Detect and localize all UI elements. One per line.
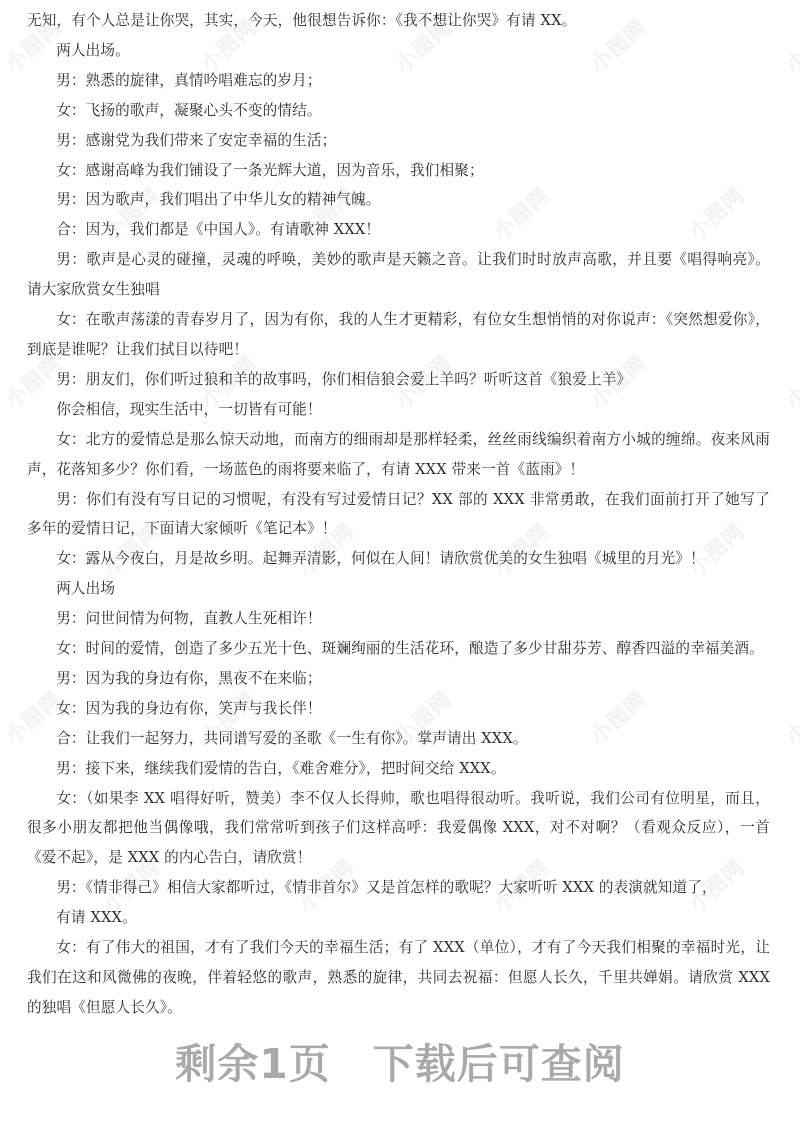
document-paragraph: 男：因为我的身边有你，黑夜不在来临； [56,669,322,687]
document-paragraph: 合：让我们一起努力，共同谱写爱的圣歌《一生有你》。掌声请出 XXX。 [56,729,528,747]
document-paragraph: 男：歌声是心灵的碰撞，灵魂的呼唤，美妙的歌声是天籁之音。让我们时时放声高歌，并且要《唱得响亮》。请大家欣赏女生独唱 [27,251,770,299]
document-paragraph: 男：问世间情为何物，直教人生死相许！ [56,610,322,628]
document-paragraph: 男：你们有没有写日记的习惯呢，有没有写过爱情日记？XX 部的 XXX 非常勇敢，在我们面前打开了她写了多年的爱情日记，下面请大家倾听《笔记本》！ [27,490,770,538]
document-paragraph: 男：接下来，继续我们爱情的告白，《难舍难分》，把时间交给 XXX。 [56,759,506,777]
document-paragraph: 女：（如果李 XX 唱得好听，赞美）李不仅人长得帅，歌也唱得很动听。我听说，我们公司有位明星，而且，很多小朋友都把他当偶像哦，我们常常听到孩子们这样高呼：我爱偶像 XXX，对不对啊？（看观众反应），一首《爱不起》，是 XXX 的内心告白，请欣赏！ [27,789,770,867]
document-paragraph: 无知，有个人总是让你哭，其实，今天，他很想告诉你：《我不想让你哭》有请 XX。 [27,12,577,29]
document-paragraph: 两人出场 [56,580,116,598]
remaining-pages-notice: 剩余1页 下载后可查阅 [175,1040,625,1088]
document-paragraph: 女：因为我的身边有你，笑声与我长伴！ [56,699,322,717]
document-paragraph: 男：熟悉的旋律，真情吟唱难忘的岁月； [56,71,322,89]
document-paragraph: 女：飞扬的歌声，凝聚心头不变的情结。 [56,101,322,119]
document-paragraph: 女：感谢高峰为我们铺设了一条光辉大道，因为音乐，我们相聚； [56,161,484,179]
document-paragraph: 男：感谢党为我们带来了安定幸福的生活； [56,131,337,149]
document-paragraph: 男：因为歌声，我们唱出了中华儿女的精神气魄。 [56,191,381,209]
document-paragraph: 女：有了伟大的祖国，才有了我们今天的幸福生活；有了 XXX（单位），才有了今天我们相聚的幸福时光，让我们在这和风微佛的夜晚，伴着轻悠的歌声，熟悉的旋律，共同去祝福：但愿人长久，千里共婵娟。请欣赏 XXX 的独唱《但愿人长久》。 [27,939,770,1016]
document-paragraph: 男：《情非得己》相信大家都听过，《情非首尔》又是首怎样的歌呢？大家听听 XXX 的表演就知道了， [56,879,717,897]
document-paragraph: 男：朋友们，你们听过狼和羊的故事吗，你们相信狼会爱上羊吗？听听这首《狼爱上羊》 [56,370,632,388]
document-paragraph: 两人出场。 [56,41,130,59]
document-paragraph: 女：北方的爱情总是那么惊天动地，而南方的细雨却是那样轻柔，丝丝雨线编织着南方小城的缠绵。夜来风雨声，花落知多少？你们看，一场蓝色的雨将要来临了，有请 XXX 带来一首《蓝雨》！ [27,430,770,478]
document-paragraph: 女：在歌声荡漾的青春岁月了，因为有你，我的人生才更精彩，有位女生想悄悄的对你说声：《突然想爱你》，到底是谁呢？让我们拭目以待吧！ [27,311,770,358]
document-paragraph: 合：因为，我们都是《中国人》。有请歌神 XXX！ [56,221,381,239]
document-paragraph: 有请 XXX。 [56,909,137,927]
document-paragraph: 女：时间的爱情，创造了多少五光十色、斑斓绚丽的生活花环，酿造了多少甘甜芬芳、醇香四溢的幸福美酒。 [56,640,764,658]
document-paragraph: 女：露从今夜白，月是故乡明。起舞弄清影，何似在人间！请欣赏优美的女生独唱《城里的月光》！ [56,550,705,568]
document-paragraph: 你会相信，现实生活中，一切皆有可能！ [56,400,322,418]
